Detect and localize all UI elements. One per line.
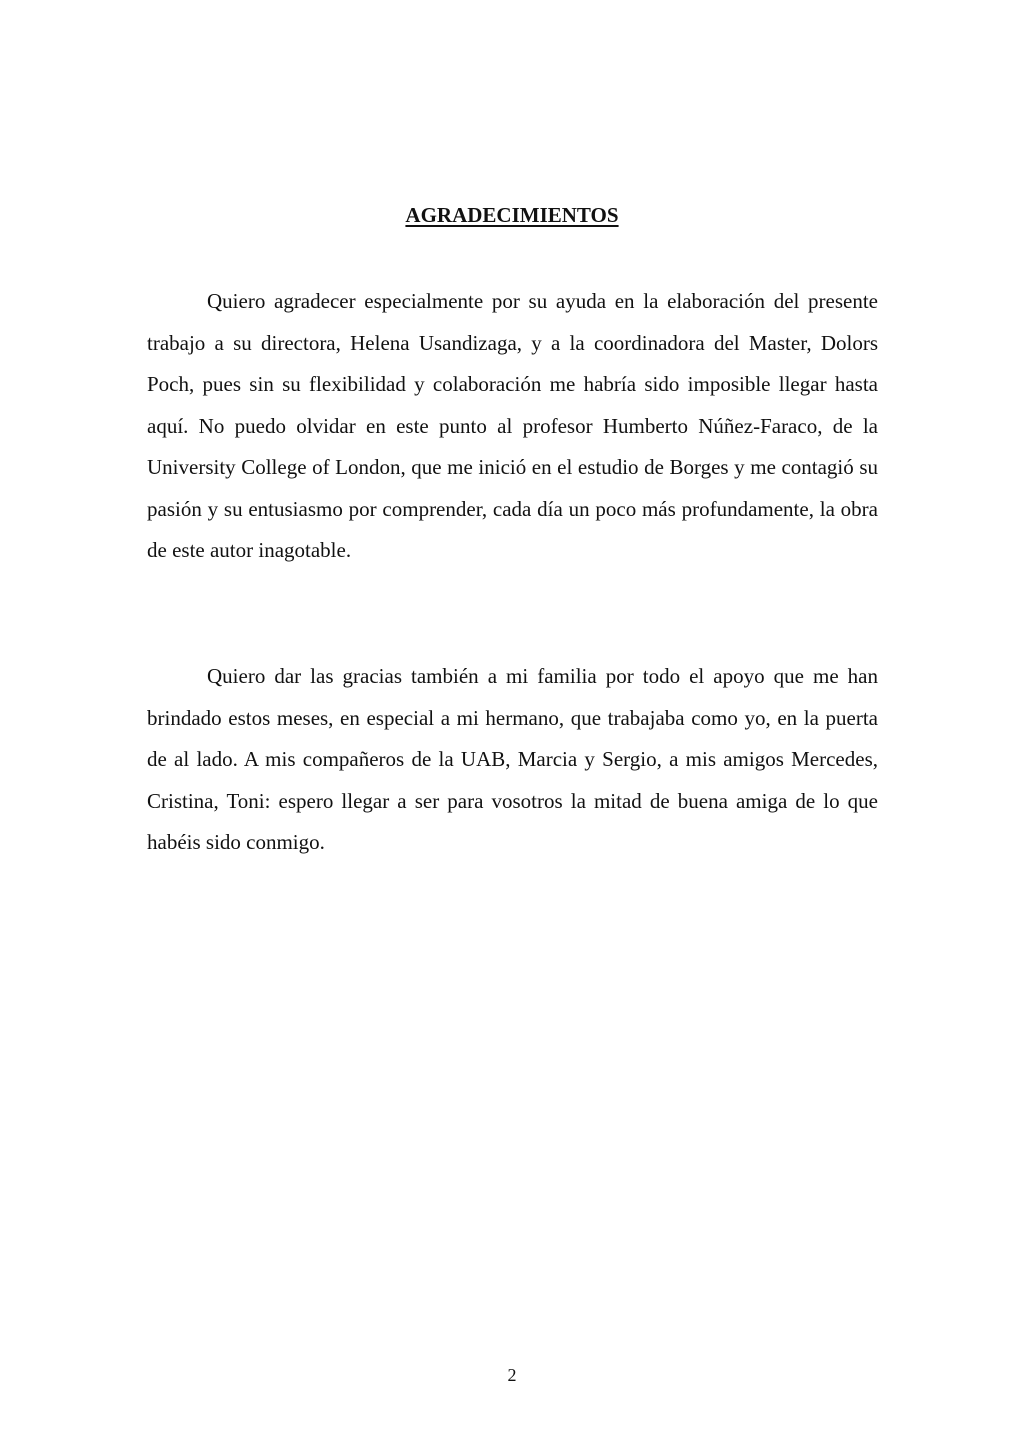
page-title: AGRADECIMIENTOS — [405, 203, 619, 227]
page-number: 2 — [507, 1365, 517, 1385]
paragraph-acknowledgements-1: Quiero agradecer especialmente por su ayuda en la elaboración del presente trabajo a su directora, Helena Usandizaga, y a la coordinadora del Master, Dolors Poch, pues sin su flexibilidad y colaboración me habría sido imposible llegar hasta aquí. No puedo olvidar en este punto al profesor Humberto Núñez-Faraco, de la University College of London, que me inició en el estudio de Borges y me contagió su pasión y su entusiasmo por comprender, cada día un poco más profundamente, la obra de este autor inagotable. — [147, 289, 878, 562]
paragraph-acknowledgements-2: Quiero dar las gracias también a mi familia por todo el apoyo que me han brindado estos meses, en especial a mi hermano, que trabajaba como yo, en la puerta de al lado. A mis compañeros de la UAB, Marcia y Sergio, a mis amigos Mercedes, Cristina, Toni: espero llegar a ser para vosotros la mitad de buena amiga de lo que habéis sido conmigo. — [147, 664, 878, 854]
